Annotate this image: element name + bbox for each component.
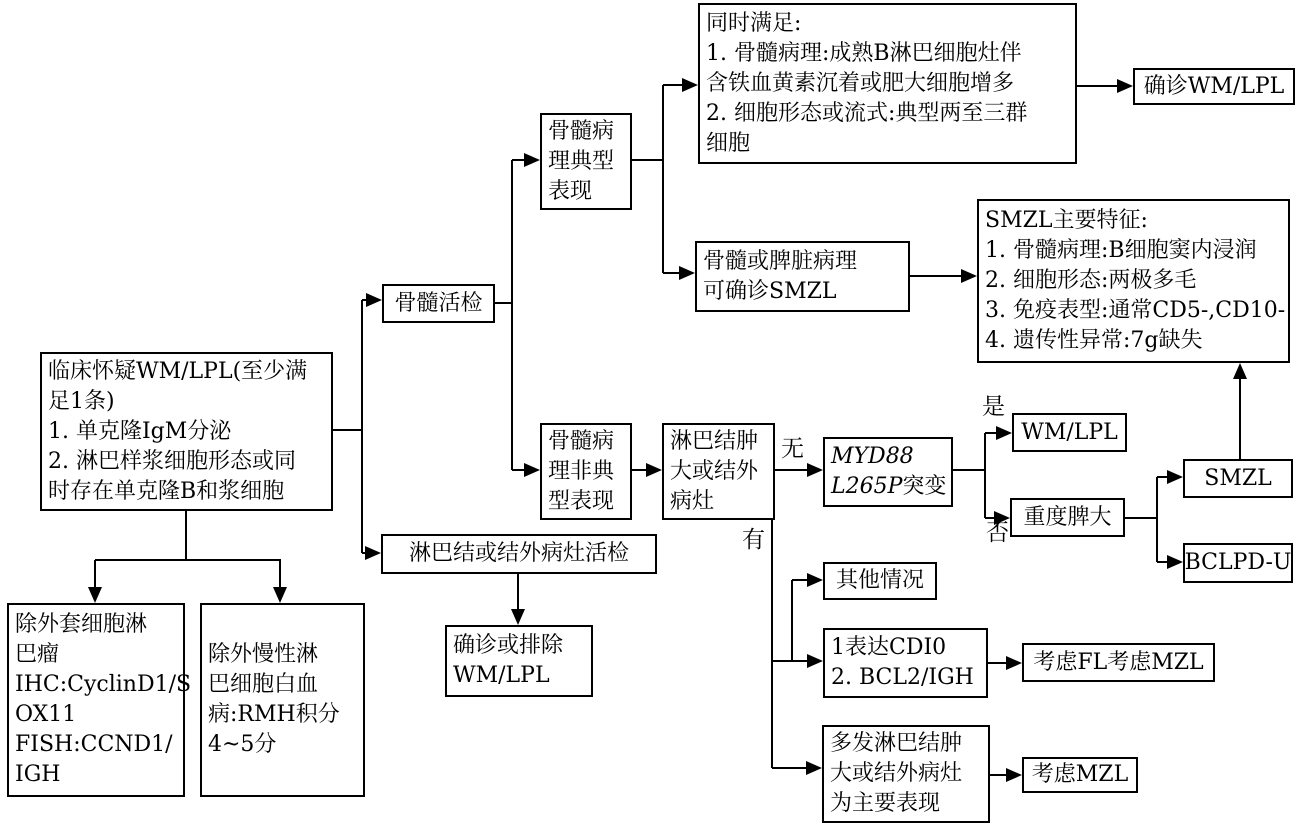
cd10-bcl2-igh	[823, 628, 988, 698]
smzl-main-features	[977, 199, 1290, 363]
exclude-cll-line: 巴细胞白血	[208, 672, 319, 697]
other-cases-line: 其他情况	[835, 568, 924, 593]
arrow-shaft	[772, 767, 808, 769]
connector-line	[361, 300, 363, 553]
smzl-main-features-line: 1. 骨髓病理:B细胞窦内浸润	[985, 238, 1257, 263]
exclude-cll-line: 病:RMH积分	[208, 702, 340, 727]
arrow-shaft	[362, 299, 368, 301]
connector-line	[771, 520, 773, 768]
lymph-node-biopsy-line: 淋巴结或结外病灶活检	[408, 541, 629, 566]
exclude-mantle-cell-lymphoma-line: 除外套细胞淋	[15, 612, 148, 637]
arrow-shaft	[362, 552, 367, 554]
marrow-pathology-typical-line: 理典型	[548, 148, 615, 174]
marrow-pathology-atypical-line: 骨髓病	[548, 428, 615, 454]
connector-line	[632, 159, 663, 161]
connector-line	[791, 580, 793, 661]
arrowhead	[679, 266, 695, 280]
exclude-mantle-cell-lymphoma-line: OX11	[15, 702, 77, 727]
marrow-or-spleen-pathology-smzl-line: 可确诊SMZL	[703, 278, 837, 304]
arrowhead	[682, 78, 698, 92]
arrowhead	[1167, 470, 1183, 484]
exclude-mantle-cell-lymphoma-line: IGH	[15, 762, 61, 787]
clinical-suspicion-line: 时存在单克隆B和浆细胞	[48, 478, 285, 504]
marrow-pathology-atypical	[540, 423, 632, 520]
smzl-main-features-line: 4. 遗传性异常:7g缺失	[985, 328, 1203, 353]
arrow-shaft	[990, 774, 1008, 776]
arrowhead	[365, 546, 381, 560]
myd88-l265p-mutation-line: L265P突变	[831, 474, 947, 499]
arrow-shaft	[1157, 561, 1169, 563]
clinical-suspicion	[40, 352, 333, 511]
arrow-shaft	[663, 272, 681, 274]
connector-line	[95, 559, 281, 561]
connector-line	[953, 469, 986, 471]
arrowhead	[646, 463, 662, 477]
marrow-pathology-atypical-line: 理非典	[548, 458, 615, 484]
cd10-bcl2-igh-line: 1表达CDI0	[831, 635, 947, 660]
marrow-or-spleen-pathology-smzl-line: 骨髓或脾脏病理	[703, 248, 858, 274]
arrowhead	[524, 463, 540, 477]
both-criteria-line: 2. 细胞形态或流式:典型两至三群	[706, 100, 1028, 126]
marrow-or-spleen-pathology-smzl	[695, 241, 910, 312]
other-cases	[823, 562, 937, 600]
arrow-shaft	[910, 275, 963, 277]
bclpd-u	[1183, 543, 1293, 583]
multiple-lymphadenopathy-line: 为主要表现	[830, 791, 941, 816]
bclpd-u-line: BCLPD-U	[1184, 550, 1292, 575]
consider-mzl	[1022, 757, 1138, 793]
exclude-mantle-cell-lymphoma-line: IHC:CyclinD1/S	[15, 672, 192, 697]
arrowhead	[996, 426, 1012, 440]
connector-line	[185, 511, 187, 561]
arrow-shaft	[279, 560, 281, 589]
both-criteria-line: 1. 骨髓病理:成熟B淋巴细胞灶伴	[706, 40, 1022, 66]
arrow-shaft	[1077, 85, 1119, 87]
both-criteria-line: 同时满足:	[706, 10, 802, 36]
arrowhead	[366, 293, 382, 307]
confirmed-wm-lpl-line: 确诊WM/LPL	[1143, 73, 1285, 99]
arrowhead	[1006, 656, 1022, 670]
arrow-shaft	[517, 574, 519, 611]
smzl-main-features-line: 3. 免疫表型:通常CD5-,CD10-	[985, 298, 1286, 323]
connector-line	[662, 85, 664, 273]
confirm-or-exclude-wm-lpl-line: 确诊或排除	[453, 633, 564, 658]
marrow-pathology-typical-line: 表现	[548, 178, 593, 204]
bone-marrow-biopsy	[382, 284, 495, 323]
connector-line	[333, 429, 362, 431]
branch-label-present: 有	[742, 527, 765, 553]
exclude-mantle-cell-lymphoma-line: FISH:CCND1/	[15, 732, 173, 757]
smzl-main-features-line: 2. 细胞形态:两极多毛	[985, 268, 1197, 293]
lymphadenopathy-or-extranodal-line: 淋巴结肿	[670, 428, 759, 454]
marrow-pathology-atypical-line: 型表现	[548, 488, 615, 514]
branch-label-no: 否	[986, 520, 1009, 546]
confirm-or-exclude-wm-lpl	[445, 625, 593, 697]
arrow-shaft	[1239, 377, 1241, 459]
multiple-lymphadenopathy-line: 大或结外病灶	[830, 761, 963, 786]
arrowhead	[961, 269, 977, 283]
clinical-suspicion-line: 足1条)	[48, 388, 115, 414]
myd88-l265p-mutation	[823, 437, 953, 507]
smzl-line: SMZL	[1204, 465, 1272, 491]
arrowhead	[88, 587, 102, 603]
myd88-l265p-mutation-line: MYD88	[831, 444, 914, 469]
confirmed-wm-lpl	[1133, 68, 1295, 105]
arrow-shaft	[792, 579, 809, 581]
exclude-mantle-cell-lymphoma-line: 巴瘤	[15, 642, 60, 667]
arrowhead	[807, 463, 823, 477]
arrow-shaft	[512, 159, 526, 161]
arrow-shaft	[632, 469, 648, 471]
arrowhead	[273, 587, 287, 603]
lymph-node-biopsy	[381, 534, 657, 574]
arrow-shaft	[94, 560, 96, 589]
wm-lpl	[1012, 413, 1127, 452]
consider-mzl-line: 考虑MZL	[1031, 762, 1129, 787]
severe-splenomegaly-line: 重度脾大	[1023, 504, 1112, 530]
exclude-cll-line: 4~5分	[208, 732, 277, 757]
clinical-suspicion-line: 临床怀疑WM/LPL(至少满	[48, 358, 308, 384]
connector-line	[1156, 477, 1158, 562]
exclude-cll	[200, 603, 365, 797]
arrowhead	[1006, 768, 1022, 782]
wm-lpl-line: WM/LPL	[1021, 419, 1118, 445]
arrowhead	[524, 153, 540, 167]
arrowhead	[511, 609, 525, 625]
both-criteria-line: 含铁血黄素沉着或肥大细胞增多	[706, 70, 1015, 96]
arrow-shaft	[985, 432, 998, 434]
arrow-shaft	[512, 469, 526, 471]
lymphadenopathy-or-extranodal	[662, 423, 775, 520]
multiple-lymphadenopathy-line: 多发淋巴结肿	[830, 731, 963, 756]
consider-fl-consider-mzl	[1022, 643, 1215, 682]
exclude-cll-line: 除外慢性淋	[208, 642, 319, 667]
arrowhead	[806, 761, 822, 775]
arrowhead	[807, 654, 823, 668]
arrowhead	[1117, 79, 1133, 93]
arrow-shaft	[663, 84, 684, 86]
arrowhead	[1167, 555, 1183, 569]
connector-line	[1125, 517, 1157, 519]
clinical-suspicion-line: 2. 淋巴样浆细胞形态或同	[48, 448, 296, 474]
arrow-shaft	[775, 469, 809, 471]
marrow-pathology-typical	[540, 113, 632, 210]
branch-label-absent: 无	[781, 436, 804, 462]
arrow-shaft	[772, 660, 809, 662]
smzl-main-features-line: SMZL主要特征:	[985, 208, 1148, 233]
arrow-shaft	[988, 662, 1008, 664]
connector-line	[984, 433, 986, 518]
marrow-pathology-typical-line: 骨髓病	[548, 118, 615, 144]
smzl	[1183, 459, 1293, 498]
arrowhead	[807, 573, 823, 587]
consider-fl-consider-mzl-line: 考虑FL考虑MZL	[1033, 649, 1204, 675]
exclude-mantle-cell-lymphoma	[7, 603, 192, 797]
branch-label-yes: 是	[982, 394, 1005, 420]
arrow-shaft	[985, 517, 996, 519]
connector-line	[511, 160, 513, 470]
severe-splenomegaly	[1010, 498, 1125, 537]
both-criteria	[698, 3, 1077, 164]
lymphadenopathy-or-extranodal-line: 大或结外	[670, 458, 759, 484]
both-criteria-line: 细胞	[706, 130, 751, 156]
multiple-lymphadenopathy	[822, 725, 990, 823]
arrow-shaft	[1157, 476, 1169, 478]
confirm-or-exclude-wm-lpl-line: WM/LPL	[453, 663, 550, 688]
clinical-suspicion-line: 1. 单克隆IgM分泌	[48, 418, 232, 444]
bone-marrow-biopsy-line: 骨髓活检	[394, 290, 483, 316]
lymphadenopathy-or-extranodal-line: 病灶	[670, 488, 715, 514]
cd10-bcl2-igh-line: 2. BCL2/IGH	[831, 665, 974, 690]
